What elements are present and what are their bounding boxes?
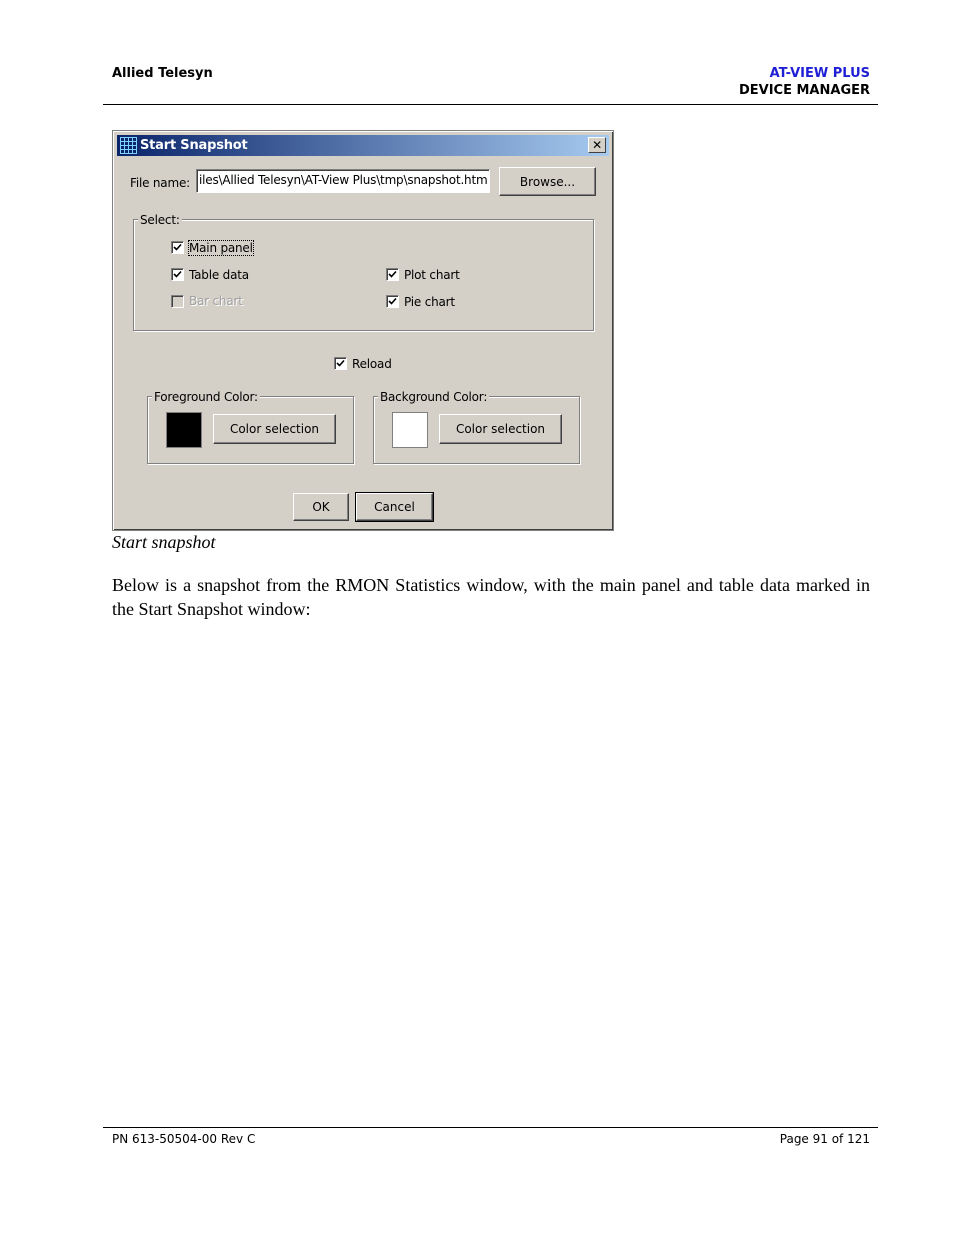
plot-chart-checkbox[interactable] bbox=[386, 268, 399, 281]
check-icon bbox=[388, 270, 397, 279]
ok-button[interactable]: OK bbox=[293, 493, 349, 521]
dialog-title: Start Snapshot bbox=[140, 138, 248, 153]
close-button[interactable] bbox=[588, 137, 606, 153]
pie-chart-label[interactable]: Pie chart bbox=[404, 295, 455, 309]
start-snapshot-dialog bbox=[112, 130, 614, 531]
main-panel-checkbox[interactable] bbox=[171, 241, 184, 254]
file-name-input[interactable]: iles\Allied Telesyn\AT-View Plus\tmp\snapshot.htm bbox=[196, 169, 490, 193]
header-company: Allied Telesyn bbox=[112, 66, 213, 81]
check-icon bbox=[388, 297, 397, 306]
reload-checkbox[interactable] bbox=[334, 357, 347, 370]
background-color-selection-button[interactable]: Color selection bbox=[439, 414, 562, 444]
plot-chart-label[interactable]: Plot chart bbox=[404, 268, 460, 282]
select-group-label: Select: bbox=[140, 213, 180, 227]
check-icon bbox=[173, 270, 182, 279]
check-icon bbox=[336, 359, 345, 368]
file-name-label: File name: bbox=[130, 176, 190, 190]
footer-divider bbox=[103, 1127, 878, 1128]
table-data-checkbox[interactable] bbox=[171, 268, 184, 281]
browse-button[interactable]: Browse... bbox=[499, 167, 596, 196]
background-color-swatch bbox=[392, 412, 428, 448]
dialog-title-bar[interactable] bbox=[117, 135, 609, 156]
bar-chart-label: Bar chart bbox=[189, 294, 243, 308]
foreground-color-label: Foreground Color: bbox=[154, 390, 258, 404]
bar-chart-checkbox bbox=[171, 295, 184, 308]
foreground-color-selection-button[interactable]: Color selection bbox=[213, 414, 336, 444]
background-color-label: Background Color: bbox=[380, 390, 488, 404]
main-panel-label[interactable]: Main panel bbox=[189, 241, 253, 255]
header-product: AT-VIEW PLUS bbox=[769, 66, 870, 81]
pie-chart-checkbox[interactable] bbox=[386, 295, 399, 308]
foreground-color-swatch bbox=[166, 412, 202, 448]
table-data-label[interactable]: Table data bbox=[189, 268, 249, 282]
cancel-button[interactable]: Cancel bbox=[356, 493, 433, 521]
footer-part-number: PN 613-50504-00 Rev C bbox=[112, 1132, 256, 1146]
reload-label[interactable]: Reload bbox=[352, 357, 392, 371]
grid-icon bbox=[120, 137, 137, 154]
body-paragraph: Below is a snapshot from the RMON Statistics window, with the main panel and table data marked in the Start Snapshot window: bbox=[112, 575, 870, 619]
figure-caption: Start snapshot bbox=[112, 532, 216, 552]
footer-page-number: Page 91 of 121 bbox=[779, 1132, 870, 1146]
header-section: DEVICE MANAGER bbox=[738, 83, 870, 98]
header-divider bbox=[103, 104, 878, 105]
check-icon bbox=[173, 243, 182, 252]
close-icon: ✕ bbox=[592, 138, 602, 152]
